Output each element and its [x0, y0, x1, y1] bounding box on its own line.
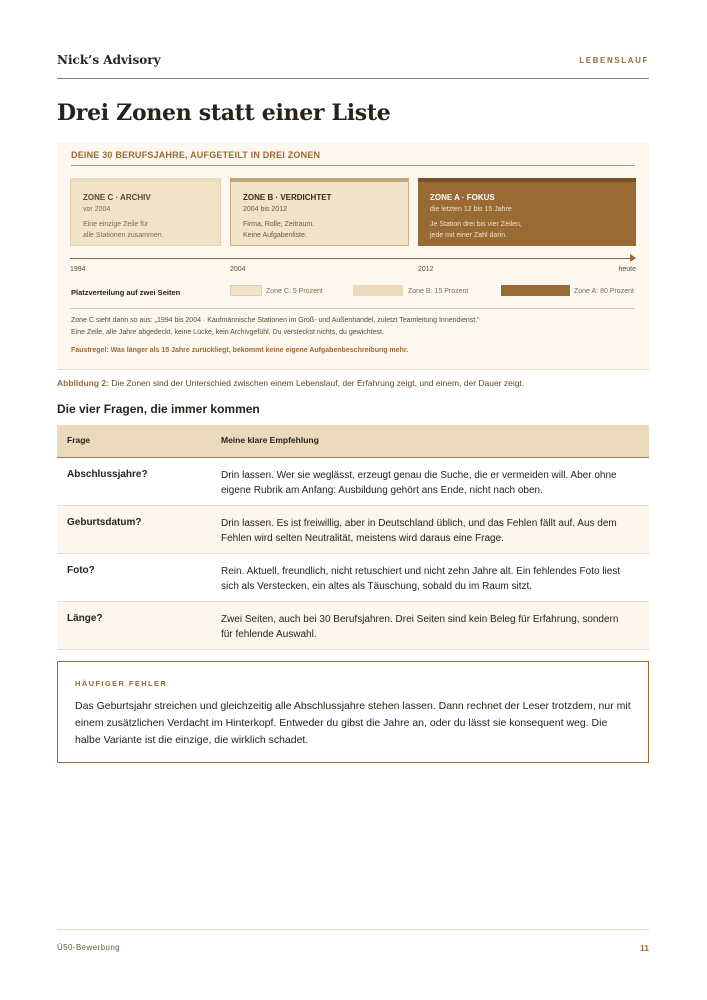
footer-title: Ü50-Bewerbung: [57, 943, 121, 952]
allocation-text-zone-c: Zone C: 5 Prozent: [266, 288, 323, 295]
questions-table: [57, 425, 649, 650]
row-answer: Drin lassen. Es ist freiwillig, aber in Deutschland üblich, und das Fehlen fällt auf. Aus dem Fehlen wird selten Neutralität, meistens wird daraus eine Frage.: [221, 518, 617, 544]
figure-caption: [57, 378, 524, 388]
allocation-bar-zone-a: [501, 285, 570, 296]
timeline-line: [70, 258, 633, 259]
allocation-bar-zone-b: [353, 285, 403, 296]
timeline-year-end: heute: [618, 266, 636, 273]
zone-title: ZONE A · FOKUS: [430, 193, 495, 202]
row-question: Länge?: [67, 613, 103, 624]
zone-a-card: [418, 178, 636, 246]
zone-span: vor 2004: [83, 206, 111, 213]
caption-label: Abbildung 2:: [57, 378, 109, 388]
arrow-right-icon: [630, 254, 636, 262]
row-answer: Drin lassen. Wer sie weglässt, erzeugt genau die Suche, die er vermeiden will. Aber ohne eigene Rubrik am Anfang: Ausbildung gehört ans Ende, nicht nach oben.: [221, 470, 617, 496]
timeline-year-2004: 2004: [230, 266, 246, 273]
figure-divider-lower: [70, 308, 635, 309]
zone-description-line-2: alle Stationen zusammen.: [83, 232, 164, 239]
zone-title: ZONE B · VERDICHTET: [243, 193, 332, 202]
zone-c-card: [70, 178, 221, 246]
row-answer: Zwei Seiten, auch bei 30 Berufsjahren. Drei Seiten sind kein Beleg für Erfahrung, sondern für fehlende Auswahl.: [221, 614, 619, 640]
figure-title: DEINE 30 BERUFSJAHRE, AUFGETEILT IN DREI ZONEN: [71, 150, 321, 160]
zone-span: 2004 bis 2012: [243, 206, 287, 213]
zone-b-card: [230, 178, 409, 246]
timeline-year-2012: 2012: [418, 266, 434, 273]
table-row: [57, 506, 649, 554]
row-question: Foto?: [67, 565, 95, 576]
caption-text: Die Zonen sind der Unterschied zwischen einem Lebenslauf, der Erfahrung zeigt, und einem, der Dauer zeigt.: [108, 378, 525, 388]
table-row: [57, 554, 649, 602]
callout-text: Das Geburtsjahr streichen und gleichzeitig alle Abschlussjahre stehen lassen. Dann rechnet der Leser trotzdem, nur mit einem zusätzlichen Verdacht im Hinterkopf. Entweder du gibst die Jahre an, oder du lässt sie konsequent weg. Die halbe Variante ist die einzige, die wirklich schadet.: [75, 700, 631, 746]
page-header: [57, 52, 649, 79]
zone-title: ZONE C · ARCHIV: [83, 193, 151, 202]
row-answer: Rein. Aktuell, freundlich, nicht retuschiert und nicht zehn Jahre alt. Ein fehlendes Foto liest sich als Verstecken, ein altes als Täuschung, sobald du im Raum sitzt.: [221, 566, 621, 592]
zone-description-line-2: jede mit einer Zahl darin.: [430, 232, 508, 239]
rule-of-thumb: Faustregel: Was länger als 15 Jahre zurückliegt, bekommt keine eigene Aufgabenbeschreibung mehr.: [71, 347, 409, 354]
brand-name: Nick’s Advisory: [57, 53, 161, 67]
allocation-text-zone-a: Zone A: 80 Prozent: [574, 288, 634, 295]
allocation-text-zone-b: Zone B: 15 Prozent: [408, 288, 469, 295]
common-mistake-callout: [57, 661, 649, 763]
table-heading: Die vier Fragen, die immer kommen: [57, 402, 260, 416]
zones-figure: [57, 143, 649, 370]
zone-span: die letzten 12 bis 15 Jahre: [430, 206, 512, 213]
section-label: LEBENSLAUF: [579, 56, 649, 65]
zone-description-line-2: Keine Aufgabenliste.: [243, 232, 307, 239]
table-row: [57, 602, 649, 650]
page-title: Drei Zonen statt einer Liste: [57, 100, 391, 126]
allocation-bar-zone-c: [230, 285, 262, 296]
timeline-axis: [70, 253, 636, 263]
timeline-year-start: 1994: [70, 266, 86, 273]
row-question: Abschlussjahre?: [67, 469, 148, 480]
column-header-question: Frage: [67, 435, 91, 445]
example-line-1: Zone C sieht dann so aus: „1994 bis 2004 · Kaufmännische Stationen im Groß- und Außenhandel, zuletzt Teamleitung Innendienst.“: [71, 317, 480, 324]
zone-description-line-1: Firma, Rolle, Zeitraum.: [243, 221, 315, 228]
footer-divider: [57, 929, 649, 930]
row-question: Geburtsdatum?: [67, 517, 142, 528]
allocation-label: Platzverteilung auf zwei Seiten: [71, 288, 181, 297]
zone-description-line-1: Je Station drei bis vier Zeilen,: [430, 221, 522, 228]
table-row: [57, 458, 649, 506]
table-header-row: [57, 425, 649, 458]
callout-label: HÄUFIGER FEHLER: [75, 679, 168, 688]
zone-description-line-1: Eine einzige Zeile für: [83, 221, 149, 228]
figure-divider: [71, 165, 635, 166]
column-header-recommendation: Meine klare Empfehlung: [221, 435, 319, 445]
example-line-2: Eine Zeile, alle Jahre abgedeckt, keine Lücke, kein Archivgefühl. Du versteckst nichts, du gewichtest.: [71, 329, 384, 336]
page-number: 11: [640, 943, 649, 953]
